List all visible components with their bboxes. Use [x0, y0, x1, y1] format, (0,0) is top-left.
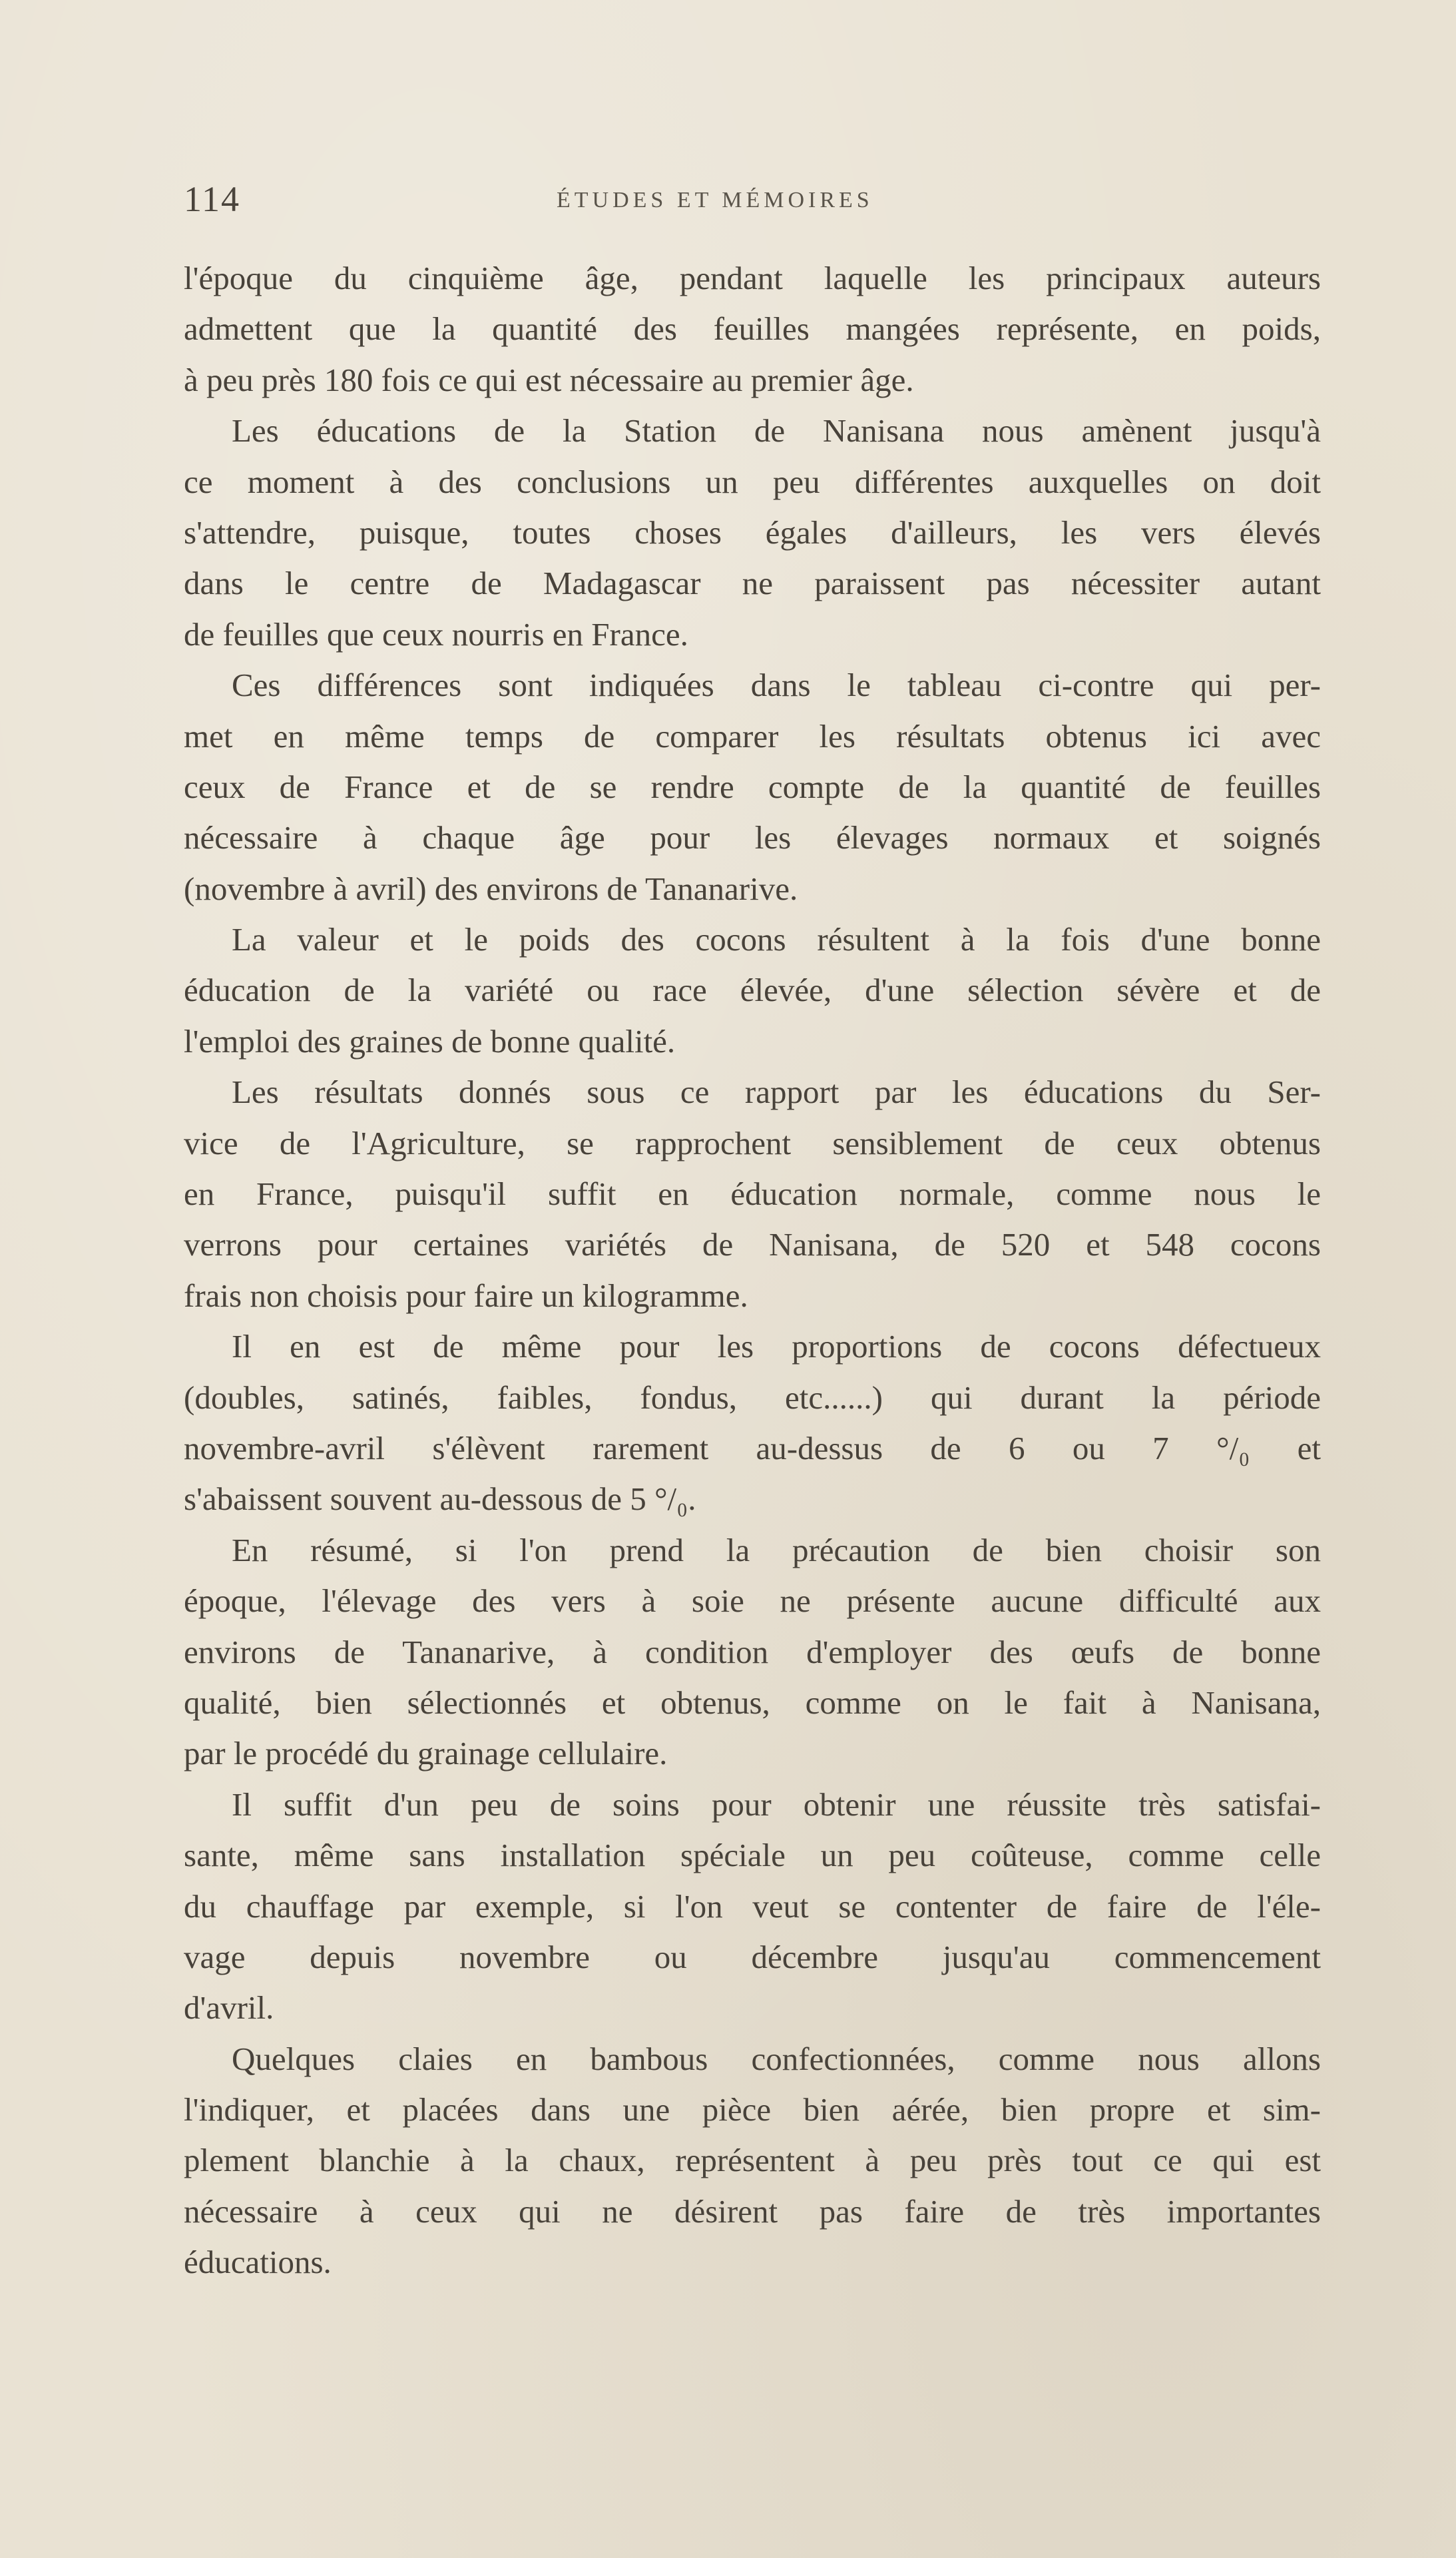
- text-line: éducations.: [184, 2244, 332, 2281]
- paragraph-7: [184, 1525, 1321, 1779]
- text-line: qualité, bien sélectionnés et obtenus, comme on le fait à Nanisana,: [184, 1684, 1321, 1721]
- text-line: met en même temps de comparer les résultats obtenus ici avec: [184, 717, 1321, 755]
- text-line: plement blanchie à la chaux, représentent à peu près tout ce qui est: [184, 2142, 1321, 2179]
- text-line: vice de l'Agriculture, se rapprochent sensiblement de ceux obtenus: [184, 1124, 1321, 1161]
- text-line: s'attendre, puisque, toutes choses égales d'ailleurs, les vers élevés: [184, 513, 1321, 551]
- text-line: admettent que la quantité des feuilles mangées représente, en poids,: [184, 310, 1321, 348]
- paragraph-5: [184, 1067, 1321, 1321]
- text-line: (novembre à avril) des environs de Tananarive.: [184, 870, 798, 907]
- text-line: novembre-avril s'élèvent rarement au-dessus de 6 ou 7 °/₀ et: [184, 1429, 1321, 1466]
- text-line: Il en est de même pour les proportions de cocons défectueux: [232, 1328, 1321, 1365]
- paragraph-6: [184, 1321, 1321, 1525]
- text-line: En résumé, si l'on prend la précaution de bien choisir son: [232, 1531, 1321, 1568]
- text-line: du chauffage par exemple, si l'on veut se contenter de faire de l'éle-: [184, 1887, 1321, 1925]
- paragraph-1: [184, 253, 1321, 406]
- text-line: époque, l'élevage des vers à soie ne présente aucune difficulté aux: [184, 1582, 1321, 1620]
- text-line: par le procédé du grainage cellulaire.: [184, 1735, 668, 1772]
- text-line: l'emploi des graines de bonne qualité.: [184, 1022, 676, 1060]
- text-line: frais non choisis pour faire un kilogramme.: [184, 1277, 748, 1314]
- text-line: vage depuis novembre ou décembre jusqu'au commencement: [184, 1938, 1321, 1975]
- text-line: s'abaissent souvent au-dessous de 5 °/₀.: [184, 1480, 696, 1518]
- running-header: [184, 178, 1316, 232]
- paragraph-8: [184, 1779, 1321, 2034]
- text-line: ce moment à des conclusions un peu différentes auxquelles on doit: [184, 463, 1321, 500]
- text-line: éducation de la variété ou race élevée, d'une sélection sévère et de: [184, 972, 1321, 1009]
- text-line: environs de Tananarive, à condition d'employer des œufs de bonne: [184, 1633, 1321, 1670]
- text-line: à peu près 180 fois ce qui est nécessaire au premier âge.: [184, 361, 914, 398]
- text-line: La valeur et le poids des cocons résultent à la fois d'une bonne: [232, 921, 1321, 958]
- text-line: l'époque du cinquième âge, pendant laquelle les principaux auteurs: [184, 260, 1321, 296]
- running-title: ÉTUDES ET MÉMOIRES: [557, 188, 873, 212]
- page-number: 114: [184, 179, 240, 219]
- text-line: d'avril.: [184, 1989, 274, 2027]
- paragraph-2: [184, 406, 1321, 660]
- text-line: Ces différences sont indiquées dans le tableau ci-contre qui per-: [232, 667, 1321, 704]
- body-text: [184, 253, 1321, 2288]
- text-line: nécessaire à ceux qui ne désirent pas faire de très importantes: [184, 2192, 1321, 2230]
- text-line: nécessaire à chaque âge pour les élevages normaux et soignés: [184, 819, 1321, 856]
- text-line: Les éducations de la Station de Nanisana nous amènent jusqu'à: [232, 412, 1321, 450]
- paragraph-9: [184, 2034, 1321, 2288]
- text-line: Il suffit d'un peu de soins pour obtenir une réussite très satisfai-: [232, 1785, 1321, 1823]
- text-line: Les résultats donnés sous ce rapport par les éducations du Ser-: [232, 1074, 1321, 1111]
- paragraph-3: [184, 660, 1321, 914]
- text-line: Quelques claies en bambous confectionnées, comme nous allons: [232, 2040, 1321, 2077]
- text-line: ceux de France et de se rendre compte de la quantité de feuilles: [184, 768, 1321, 805]
- text-line: sante, même sans installation spéciale un peu coûteuse, comme celle: [184, 1837, 1321, 1874]
- text-line: l'indiquer, et placées dans une pièce bien aérée, bien propre et sim-: [184, 2091, 1321, 2128]
- paragraph-4: [184, 914, 1321, 1067]
- text-line: de feuilles que ceux nourris en France.: [184, 615, 688, 653]
- text-line: en France, puisqu'il suffit en éducation normale, comme nous le: [184, 1175, 1321, 1213]
- text-line: (doubles, satinés, faibles, fondus, etc......) qui durant la période: [184, 1379, 1321, 1416]
- text-line: verrons pour certaines variétés de Nanisana, de 520 et 548 cocons: [184, 1226, 1321, 1263]
- text-line: dans le centre de Madagascar ne paraissent pas nécessiter autant: [184, 565, 1321, 602]
